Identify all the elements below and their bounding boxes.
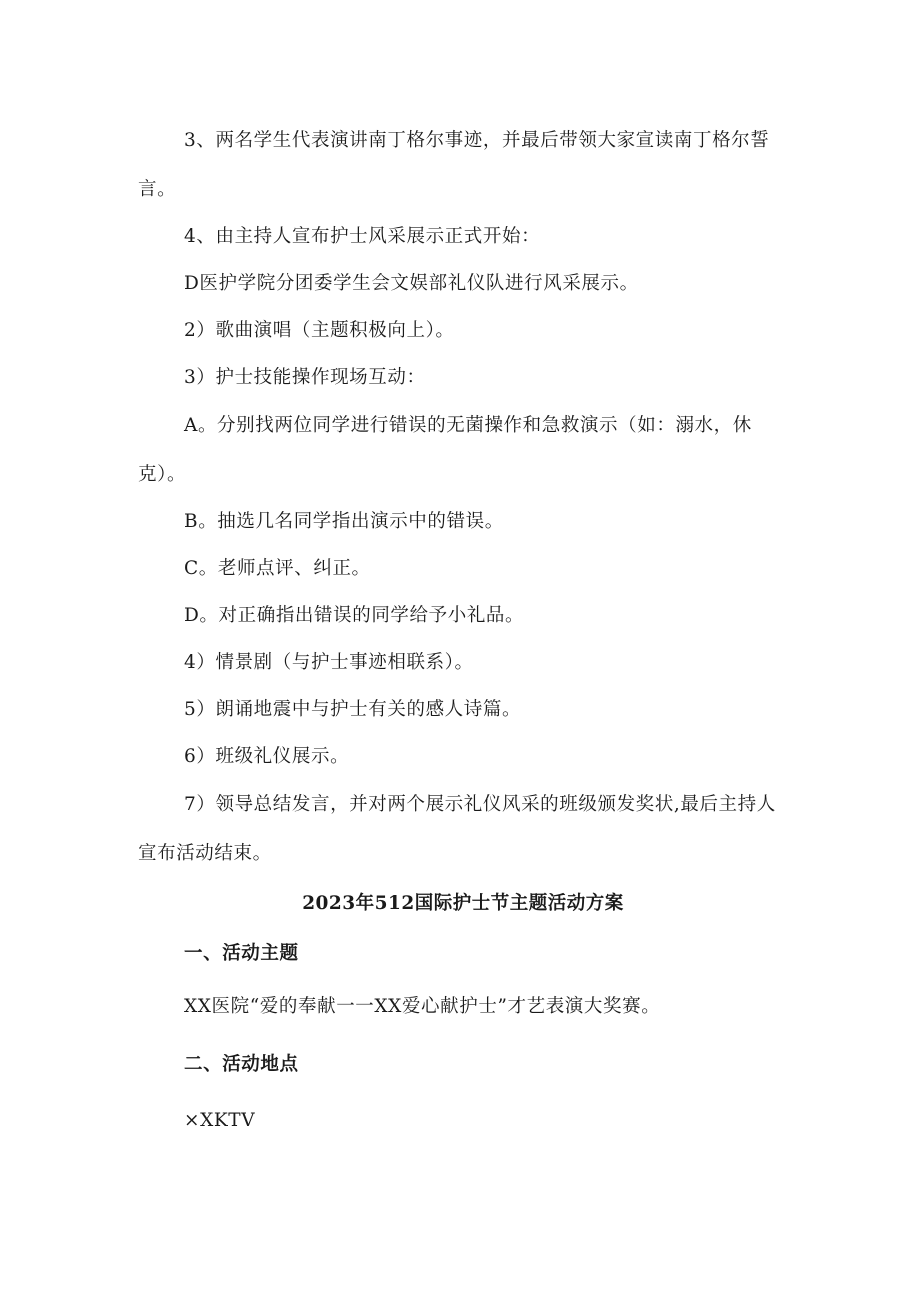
document-title: 2023年512国际护士节主题活动方案 — [302, 893, 624, 914]
paragraph-item-4: 4、由主持人宣布护士风采展示正式开始： — [184, 226, 541, 247]
paragraph-sub-3d: D。对正确指出错误的同学给予小礼品。 — [184, 605, 525, 626]
paragraph-sub-6: 6）班级礼仪展示。 — [184, 746, 350, 767]
section-heading-theme: 一、活动主题 — [184, 943, 299, 964]
paragraph-sub-3b: B。抽选几名同学指出演示中的错误。 — [184, 511, 504, 532]
section-heading-location: 二、活动地点 — [184, 1054, 299, 1075]
paragraph-sub-1: D医护学院分团委学生会文娱部礼仪队进行风采展示。 — [184, 273, 639, 294]
paragraph-sub-2: 2）歌曲演唱（主题积极向上）。 — [184, 320, 455, 341]
paragraph-sub-3: 3）护士技能操作现场互动： — [184, 367, 426, 388]
paragraph-item-3: 3、两名学生代表演讲南丁格尔事迹，并最后带领大家宣读南丁格尔誓言。 — [138, 130, 770, 200]
section-text-theme: XX医院“爱的奉献一一XX爱心献护士”才艺表演大奖赛。 — [184, 996, 661, 1017]
paragraph-sub-3c: C。老师点评、纠正。 — [184, 558, 371, 579]
document-body — [138, 116, 788, 1152]
paragraph-sub-7: 7）领导总结发言，并对两个展示礼仪风采的班级颁发奖状,最后主持人宣布活动结束。 — [138, 794, 776, 864]
paragraph-sub-3a: A。分别找两位同学进行错误的无菌操作和急救演示（如：溺水，休克）。 — [138, 415, 752, 485]
paragraph-sub-5: 5）朗诵地震中与护士有关的感人诗篇。 — [184, 699, 522, 720]
paragraph-sub-4: 4）情景剧（与护士事迹相联系）。 — [184, 652, 474, 673]
section-text-location: ×XKTV — [184, 1110, 256, 1131]
